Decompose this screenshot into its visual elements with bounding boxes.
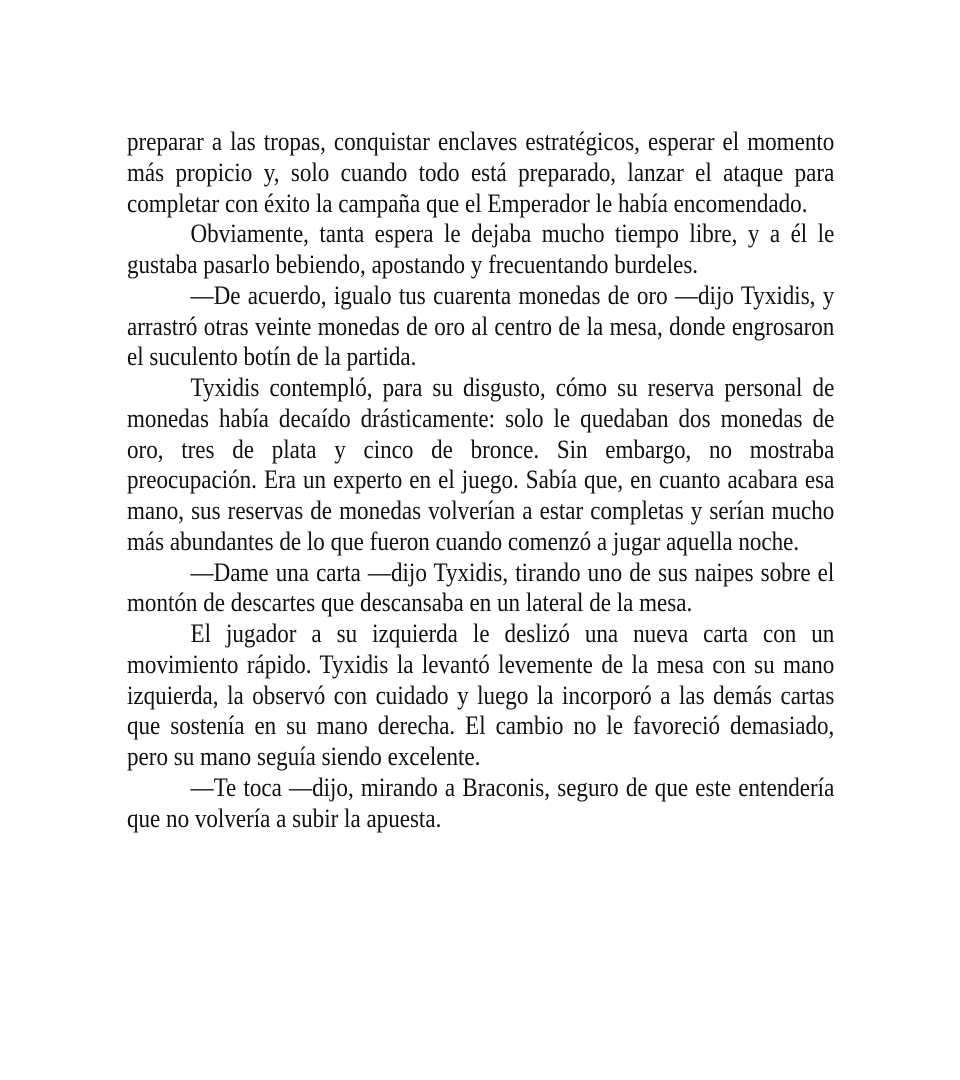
paragraph: Obviamente, tanta espera le dejaba mucho tiempo libre, y a él le gustaba pasarlo bebiendo, apostando y frecuentando burdeles. (127, 218, 835, 279)
paragraph: Tyxidis contempló, para su disgusto, cómo su reserva personal de monedas había decaído drásticamente: solo le quedaban dos monedas de oro, tres de plata y cinco de bronce. Sin embargo, no mostraba preocupación. Era un experto en el juego. Sabía que, en cuanto acabara esa mano, sus reservas de monedas volverían a estar completas y serían mucho más abundantes de lo que fueron cuando comenzó a jugar aquella noche. (127, 372, 835, 556)
book-page (127, 126, 834, 833)
paragraph-continuation: preparar a las tropas, conquistar enclaves estratégicos, esperar el momento más propicio y, solo cuando todo está preparado, lanzar el ataque para completar con éxito la campaña que el Emperador le había encomendado. (127, 126, 835, 218)
paragraph-dialogue: —De acuerdo, igualo tus cuarenta monedas de oro —dijo Tyxidis, y arrastró otras veinte monedas de oro al centro de la mesa, donde engrosaron el suculento botín de la partida. (127, 279, 835, 372)
paragraph-dialogue: —Dame una carta —dijo Tyxidis, tirando uno de sus naipes sobre el montón de descartes que descansaba en un lateral de la mesa. (127, 556, 835, 618)
paragraph: El jugador a su izquierda le deslizó una nueva carta con un movimiento rápido. Tyxidis la levantó levemente de la mesa con su mano izquierda, la observó con cuidado y luego la incorporó a las demás cartas que sostenía en su mano derecha. El cambio no le favoreció demasiado, pero su mano seguía siendo excelente. (127, 618, 835, 771)
paragraph-dialogue: —Te toca —dijo, mirando a Braconis, seguro de que este entendería que no volvería a subir la apuesta. (127, 771, 835, 833)
